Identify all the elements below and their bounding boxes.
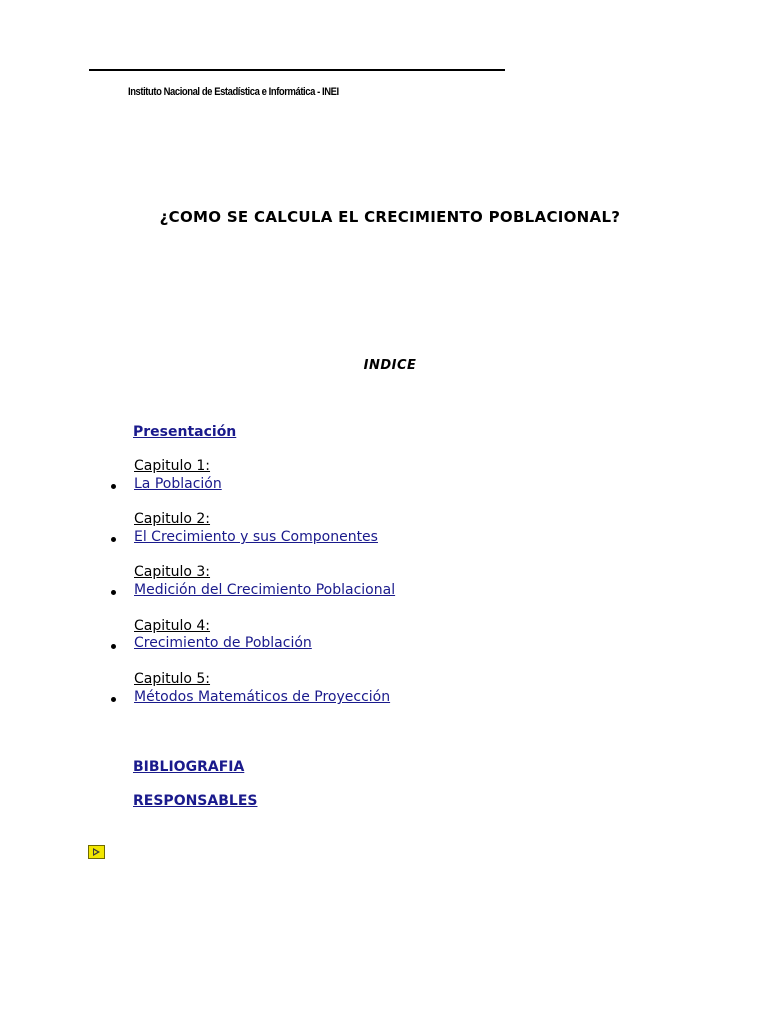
bullet [111, 644, 116, 649]
index-heading: INDICE [363, 358, 417, 373]
institution-name: Instituto Nacional de Estadística e Informática - INEI [128, 86, 339, 98]
chapter-4-label: Capitulo 4: [134, 618, 211, 634]
chapter-1-link[interactable]: La Población [134, 476, 222, 492]
responsibles-link[interactable]: RESPONSABLES [133, 793, 258, 809]
page-title: ¿COMO SE CALCULA EL CRECIMIENTO POBLACIONAL? [159, 208, 621, 226]
bullet [111, 484, 116, 489]
bullet [111, 697, 116, 702]
chapter-4-link[interactable]: Crecimiento de Población [134, 635, 312, 651]
presentation-link[interactable]: Presentación [133, 424, 237, 440]
bullet [111, 590, 116, 595]
chapter-3-label: Capitulo 3: [134, 564, 211, 580]
chapter-2-label: Capitulo 2: [134, 511, 211, 527]
chapter-1-label: Capitulo 1: [134, 458, 211, 474]
arrow-right-glyph [89, 846, 104, 858]
header-divider [89, 69, 505, 71]
chapter-5-label: Capitulo 5: [134, 671, 211, 687]
arrow-right-icon[interactable] [88, 845, 105, 859]
chapter-3-link[interactable]: Medición del Crecimiento Poblacional [134, 582, 396, 598]
bullet [111, 537, 116, 542]
bibliography-link[interactable]: BIBLIOGRAFIA [133, 759, 245, 775]
chapter-2-link[interactable]: El Crecimiento y sus Componentes [134, 529, 378, 545]
chapter-5-link[interactable]: Métodos Matemáticos de Proyección [134, 689, 391, 705]
